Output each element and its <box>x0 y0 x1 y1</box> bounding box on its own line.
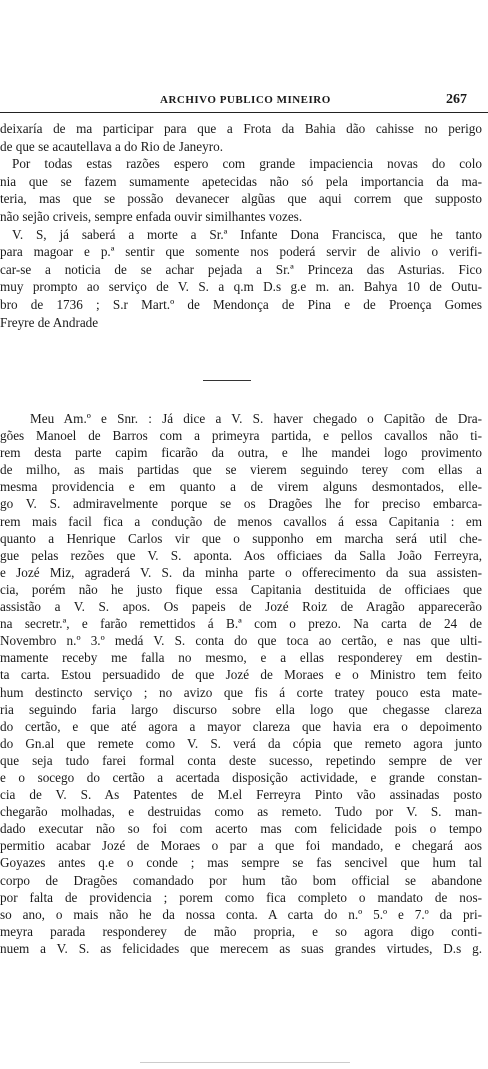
text-line: nia que se fazem sumamente apetecidas não só pela importancia da ma- <box>0 173 482 189</box>
text-line: car-se a noticia de se achar pejada a Sr.ª Princeza das Asturias. Fico <box>0 261 482 277</box>
text-line: dado executar não so foi com acerto mas com felicidade pois o tempo <box>0 821 482 837</box>
text-line: do Gn.al que remete como V. S. verá da cópia que remeto agora junto <box>0 735 482 751</box>
text-line: do certão, e que até agora a mayor clareza que havia era o depoimento <box>0 718 482 734</box>
text-line: Freyre de Andrade <box>0 314 99 330</box>
text-line: quanto a Henrique Carlos vir que o supponho em marcha será util che- <box>0 530 482 546</box>
letter-two <box>0 410 488 957</box>
text-line: Por todas estas razões espero com grande impaciencia novas do colo <box>12 156 482 172</box>
header-title: ARCHIVO PUBLICO MINEIRO <box>160 94 331 106</box>
text-line: deixaría de ma participar para que a Frota da Bahia dão cahisse no perigo <box>0 121 482 136</box>
text-line: que seja tudo farei formal conta deste sucesso, repetindo sempre de ver <box>0 752 482 768</box>
text-line: por falta de providencia ; porem como fica completo o mandato de nos- <box>0 889 482 905</box>
text-line: Goyazes antes q.e o conde ; mas sempre se fas sencivel que hum tal <box>0 855 482 871</box>
text-line: chegarão molhadas, e destruidas como as remeto. Tudo por V. S. man- <box>0 804 482 820</box>
text-line: gões Manoel de Barros com a primeyra partida, e pellos cavallos não ti- <box>0 428 482 444</box>
text-line: Novembro n.º 3.º medá V. S. conta do que toca ao certão, e nas que ulti- <box>0 633 482 649</box>
text-line: permitio acabar Jozé de Moraes o par a que foi mandado, e chegará aos <box>0 838 482 854</box>
letter-one <box>0 120 488 331</box>
text-line: gue pelas rezões que V. S. aponta. Aos officiaes da Salla João Ferreyra, <box>0 547 482 563</box>
text-line: para magoar e p.ª sentir que somente nos poderá servir de alivio o verifi- <box>0 244 482 260</box>
text-line: mesma providencia e em quanto a de virem alguns desmontados, elle- <box>0 479 482 495</box>
text-line: mamente receby me falla no mesmo, e a ellas responderey em destin- <box>0 650 482 666</box>
text-line: não sejão criveis, sempre enfada ouvir similhantes vozes. <box>0 208 303 224</box>
text-line: cia de V. S. As Patentes de M.el Ferreyra Pinto vão assinadas posto <box>0 787 482 803</box>
text-line: V. S, já saberá a morte a Sr.ª Infante Dona Francisca, que he tanto <box>12 226 482 242</box>
text-line: e o socego do certão a acertada disposição actividade, e grande constan- <box>0 769 482 785</box>
text-line: teria, mas que se possão devanecer algũas que aqui correm que supposto <box>0 191 482 207</box>
text-line: meyra parada responderey de mão propria, e so agora digo conti- <box>0 923 482 939</box>
text-line: rem desta parte capim ficarão da outra, e lhe mandei logo provimento <box>0 445 482 461</box>
text-line: cia, porém não he justo fique essa Capitania destituida de officiaes que <box>0 581 482 597</box>
bottom-edge-mark <box>140 1062 350 1063</box>
text-line: assistão a V. S. apos. Os papeis de Jozé Roiz de Aragão apparecerão <box>0 599 482 615</box>
text-line: hum destincto serviço ; no avizo que fis á corte tratey pouco esta mate- <box>0 684 482 700</box>
text-line: ria seguindo faria largo discurso sobre ella logo que chegasse clareza <box>0 701 482 717</box>
text-line: na secretr.ª, e farão remettidos á B.ª com o prezo. Na carta de 24 de <box>0 616 482 632</box>
text-line: Meu Am.º e Snr. : Já dice a V. S. haver chegado o Capitão de Dra- <box>30 411 482 426</box>
text-line: e Jozé Miz, agraderá V. S. da minha parte o offerecimento da sua assisten- <box>0 564 482 580</box>
running-header <box>0 92 488 114</box>
text-line: ta carta. Estou persuadido de que Jozé de Moraes e o Ministro tem feito <box>0 667 482 683</box>
section-separator <box>203 380 251 381</box>
text-line: de que se acautellava a do Rio de Janeyro. <box>0 138 223 154</box>
header-rule <box>0 112 488 113</box>
text-line: corpo de Dragões comandado por hum tão bom official se abandone <box>0 872 482 888</box>
text-line: nuem a V. S. as felicidades que merecem as suas grandes virtudes, D.s g. <box>0 940 482 956</box>
text-line: de milho, as mais partidas que se vierem seguindo terey com ellas a <box>0 462 482 478</box>
text-line: muy prompto ao serviço de V. S. a q.m D.s g.e m. an. Bahya 10 de Outu- <box>0 279 482 295</box>
text-line: bro de 1736 ; S.r Mart.º de Mendonça de Pina e de Proença Gomes <box>0 296 482 312</box>
text-line: so ano, o mais não he da nossa conta. A carta do n.º 5.º e 7.º da pri- <box>0 906 482 922</box>
text-line: go V. S. admiravelmente porque se os Dragões lhe for preciso embarca- <box>0 496 482 512</box>
text-line: rem mais facil fica a condução de menos cavallos á essa Capitania : em <box>0 513 482 529</box>
page-number: 267 <box>446 92 467 107</box>
